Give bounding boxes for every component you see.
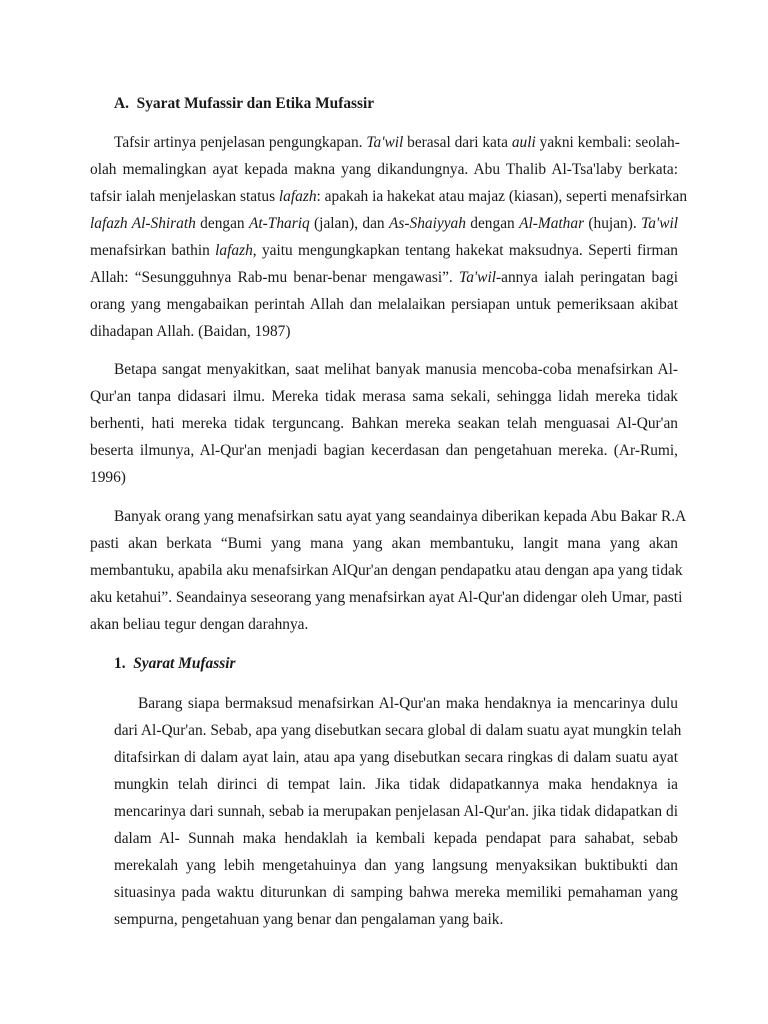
p1-l1-a: Tafsir artinya penjelasan pengungkapan. — [114, 134, 367, 151]
p4-line-1: Barang siapa bermaksud menafsirkan Al-Qur'an maka hendaknya ia mencarinya dulu — [138, 695, 678, 712]
p1-l4-a: dengan — [195, 215, 249, 232]
p3-line-3: membantuku, apabila aku menafsirkan AlQur'an dengan pendapatku atau dengan apa yang tidak — [90, 562, 683, 579]
p2-line-4: beserta ilmunya, Al-Qur'an menjadi bagian kecerdasan dan pengetahuan mereka. (Ar-Rumi, — [90, 442, 678, 459]
p1-line-4 — [90, 214, 678, 234]
p1-l4-thariq: At-Thariq — [248, 215, 310, 232]
p1-l5-b: , yaitu mengungkapkan tentang hakekat maksudnya. Seperti firman — [252, 242, 679, 259]
p1-l6-tawil: Ta'wil — [459, 269, 496, 286]
p1-l4-b: (jalan), dan — [309, 215, 389, 232]
subheading — [114, 654, 235, 674]
p3-line-2: pasti akan berkata “Bumi yang mana yang akan membantuku, langit mana yang akan — [90, 535, 678, 552]
p1-l1-c: yakni kembali: seolah- — [535, 134, 680, 151]
p1-l6-a: Allah: “Sesungguhnya Rab-mu benar-benar mengawasi”. — [90, 269, 460, 286]
p1-l5-lafazh: lafazh — [215, 242, 253, 259]
p1-l4-c: dengan — [465, 215, 520, 232]
p1-l6-b: -annya ialah peringatan bagi — [496, 269, 679, 286]
p1-l1-auli: auli — [511, 134, 536, 151]
p4-line-4: mungkin telah dirinci di tempat lain. Jika tidak didapatkannya maka hendaknya ia — [114, 776, 678, 793]
p1-l3-a: tafsir ialah menjelaskan status — [90, 188, 279, 205]
p4-line-6: dalam Al- Sunnah maka hendaklah ia kembali kepada pendapat para sahabat, sebab — [114, 830, 678, 847]
p4-line-3: ditafsirkan di dalam ayat lain, atau apa yang disebutkan secara ringkas di dalam suatu ayat — [114, 749, 678, 766]
subheading-number: 1. — [114, 655, 126, 672]
p1-l1-b: berasal dari kata — [403, 134, 512, 151]
p1-l1-tawil: Ta'wil — [366, 134, 404, 151]
p4-line-7: merekalah yang lebih mengetahuinya dan yang langsung menyaksikan buktibukti dan — [114, 857, 678, 874]
section-heading — [114, 94, 374, 114]
p1-l4-mathar: Al-Mathar — [519, 215, 585, 232]
p2-line-1: Betapa sangat menyakitkan, saat melihat banyak manusia mencoba-coba menafsirkan Al- — [114, 361, 678, 378]
p1-l4-d: (hujan). — [584, 215, 642, 232]
p1-line-8: dihadapan Allah. (Baidan, 1987) — [90, 323, 291, 340]
p2-line-2: Qur'an tanpa didasari ilmu. Mereka tidak merasa sama sekali, sehingga lidah mereka tidak — [90, 388, 678, 405]
p1-line-3 — [90, 187, 688, 207]
p3-line-1: Banyak orang yang menafsirkan satu ayat yang seandainya diberikan kepada Abu Bakar R.A — [114, 508, 687, 525]
subheading-title: Syarat Mufassir — [133, 655, 236, 672]
p4-line-8: situasinya pada waktu diturunkan di samping bahwa mereka memiliki pemahaman yang — [114, 884, 678, 901]
p4-line-2: dari Al-Qur'an. Sebab, apa yang disebutkan secara global di dalam suatu ayat mungkin telah — [114, 722, 682, 739]
p1-l5-a: menafsirkan bathin — [90, 242, 216, 259]
p2-line-3: berhenti, hati mereka tidak terguncang. Bahkan mereka seakan telah menguasai Al-Qur'an — [90, 415, 678, 432]
p1-l4-tawil: Ta'wil — [641, 215, 679, 232]
section-heading-title: Syarat Mufassir dan Etika Mufassir — [136, 95, 375, 112]
p3-line-4: aku ketahui”. Seandainya seseorang yang menafsirkan ayat Al-Qur'an didengar oleh Umar, pasti — [90, 589, 683, 606]
p1-line-5 — [90, 241, 678, 261]
section-heading-letter: A. — [114, 95, 129, 112]
p4-line-9: sempurna, pengetahuan yang benar dan pengalaman yang baik. — [114, 911, 504, 928]
p1-line-6 — [90, 268, 678, 288]
p1-l3-b: : apakah ia hakekat atau majaz (kiasan), seperti menafsirkan — [316, 188, 688, 205]
p1-line-2: olah memalingkan ayat kepada makna yang dikandungnya. Abu Thalib Al-Tsa'laby berkata: — [90, 161, 678, 178]
p1-line-1 — [114, 133, 678, 153]
p1-l4-shirath: lafazh Al-Shirath — [90, 215, 196, 232]
p3-line-5: akan beliau tegur dengan darahnya. — [90, 616, 309, 633]
p1-l3-lafazh: lafazh — [278, 188, 317, 205]
p4-line-5: mencarinya dari sunnah, sebab ia merupakan penjelasan Al-Qur'an. jika tidak didapatkan di — [114, 803, 678, 820]
p1-l4-shaiyyah: As-Shaiyyah — [388, 215, 466, 232]
p1-line-7: orang yang mengabaikan perintah Allah dan melalaikan persiapan untuk pemeriksaan akibat — [90, 296, 678, 313]
p2-line-5: 1996) — [90, 469, 126, 486]
